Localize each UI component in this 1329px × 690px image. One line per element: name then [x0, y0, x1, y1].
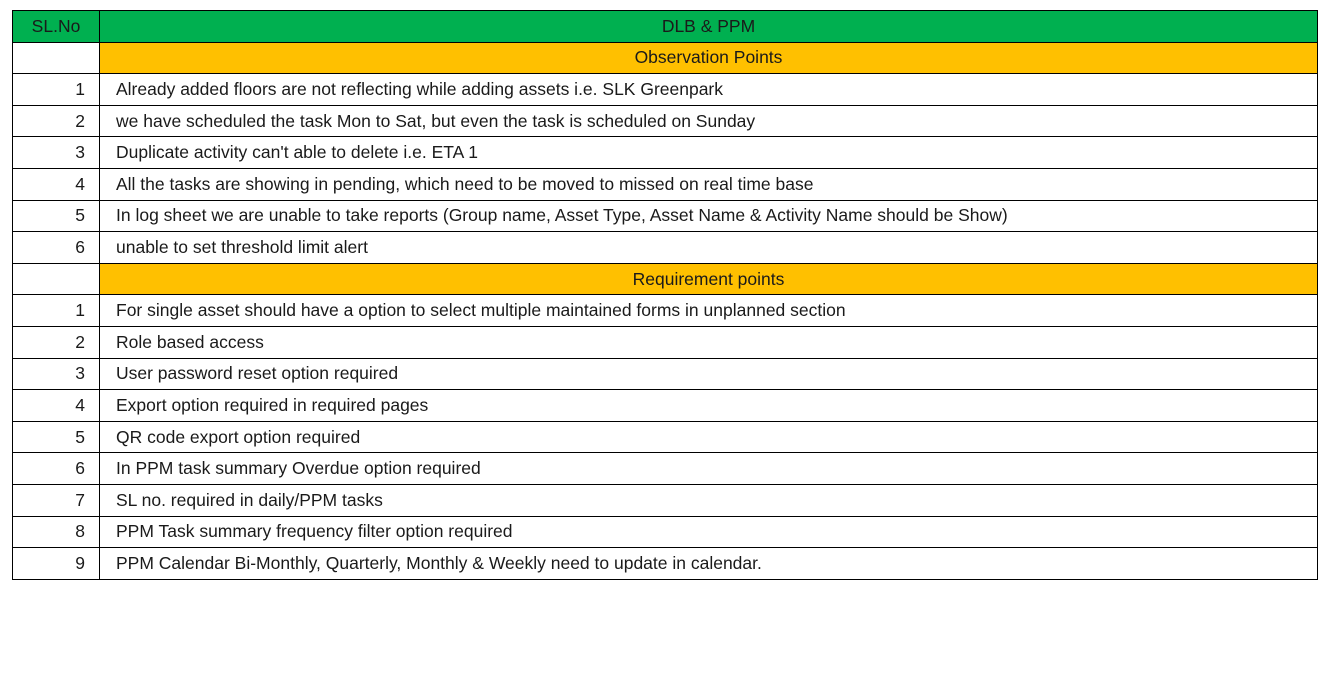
row-description: For single asset should have a option to select multiple maintained forms in unplanned section — [100, 295, 1318, 327]
section-row — [13, 263, 1318, 295]
row-description: we have scheduled the task Mon to Sat, but even the task is scheduled on Sunday — [100, 105, 1318, 137]
row-number: 6 — [13, 232, 100, 264]
row-number: 9 — [13, 548, 100, 580]
table-row — [13, 548, 1318, 580]
row-number: 1 — [13, 74, 100, 106]
row-description: User password reset option required — [100, 358, 1318, 390]
row-description: Export option required in required pages — [100, 390, 1318, 422]
table-row — [13, 105, 1318, 137]
row-number: 4 — [13, 390, 100, 422]
row-number: 4 — [13, 168, 100, 200]
row-number: 7 — [13, 484, 100, 516]
row-description: Role based access — [100, 326, 1318, 358]
section-blank-cell — [13, 263, 100, 295]
table-row — [13, 74, 1318, 106]
row-description: unable to set threshold limit alert — [100, 232, 1318, 264]
dlb-ppm-table — [12, 10, 1318, 580]
row-number: 3 — [13, 137, 100, 169]
row-number: 8 — [13, 516, 100, 548]
row-description: In PPM task summary Overdue option required — [100, 453, 1318, 485]
row-number: 2 — [13, 105, 100, 137]
row-description: Already added floors are not reflecting while adding assets i.e. SLK Greenpark — [100, 74, 1318, 106]
row-number: 3 — [13, 358, 100, 390]
row-description: QR code export option required — [100, 421, 1318, 453]
table-row — [13, 295, 1318, 327]
row-number: 5 — [13, 200, 100, 232]
header-row — [13, 11, 1318, 43]
table-row — [13, 421, 1318, 453]
table-row — [13, 326, 1318, 358]
row-description: Duplicate activity can't able to delete i.e. ETA 1 — [100, 137, 1318, 169]
section-row — [13, 42, 1318, 74]
sl-no-header: SL.No — [13, 11, 100, 43]
sheet-title: DLB & PPM — [100, 11, 1318, 43]
table-row — [13, 390, 1318, 422]
row-number: 6 — [13, 453, 100, 485]
row-description: SL no. required in daily/PPM tasks — [100, 484, 1318, 516]
section-title: Observation Points — [100, 42, 1318, 74]
section-blank-cell — [13, 42, 100, 74]
row-description: All the tasks are showing in pending, which need to be moved to missed on real time base — [100, 168, 1318, 200]
row-description: PPM Calendar Bi-Monthly, Quarterly, Monthly & Weekly need to update in calendar. — [100, 548, 1318, 580]
table-row — [13, 200, 1318, 232]
table-row — [13, 484, 1318, 516]
row-number: 5 — [13, 421, 100, 453]
table-body — [13, 11, 1318, 580]
section-title: Requirement points — [100, 263, 1318, 295]
table-row — [13, 453, 1318, 485]
table-row — [13, 358, 1318, 390]
table-row — [13, 137, 1318, 169]
table-row — [13, 232, 1318, 264]
row-number: 2 — [13, 326, 100, 358]
row-number: 1 — [13, 295, 100, 327]
row-description: In log sheet we are unable to take reports (Group name, Asset Type, Asset Name & Activity Name should be Show) — [100, 200, 1318, 232]
row-description: PPM Task summary frequency filter option required — [100, 516, 1318, 548]
table-row — [13, 516, 1318, 548]
table-row — [13, 168, 1318, 200]
